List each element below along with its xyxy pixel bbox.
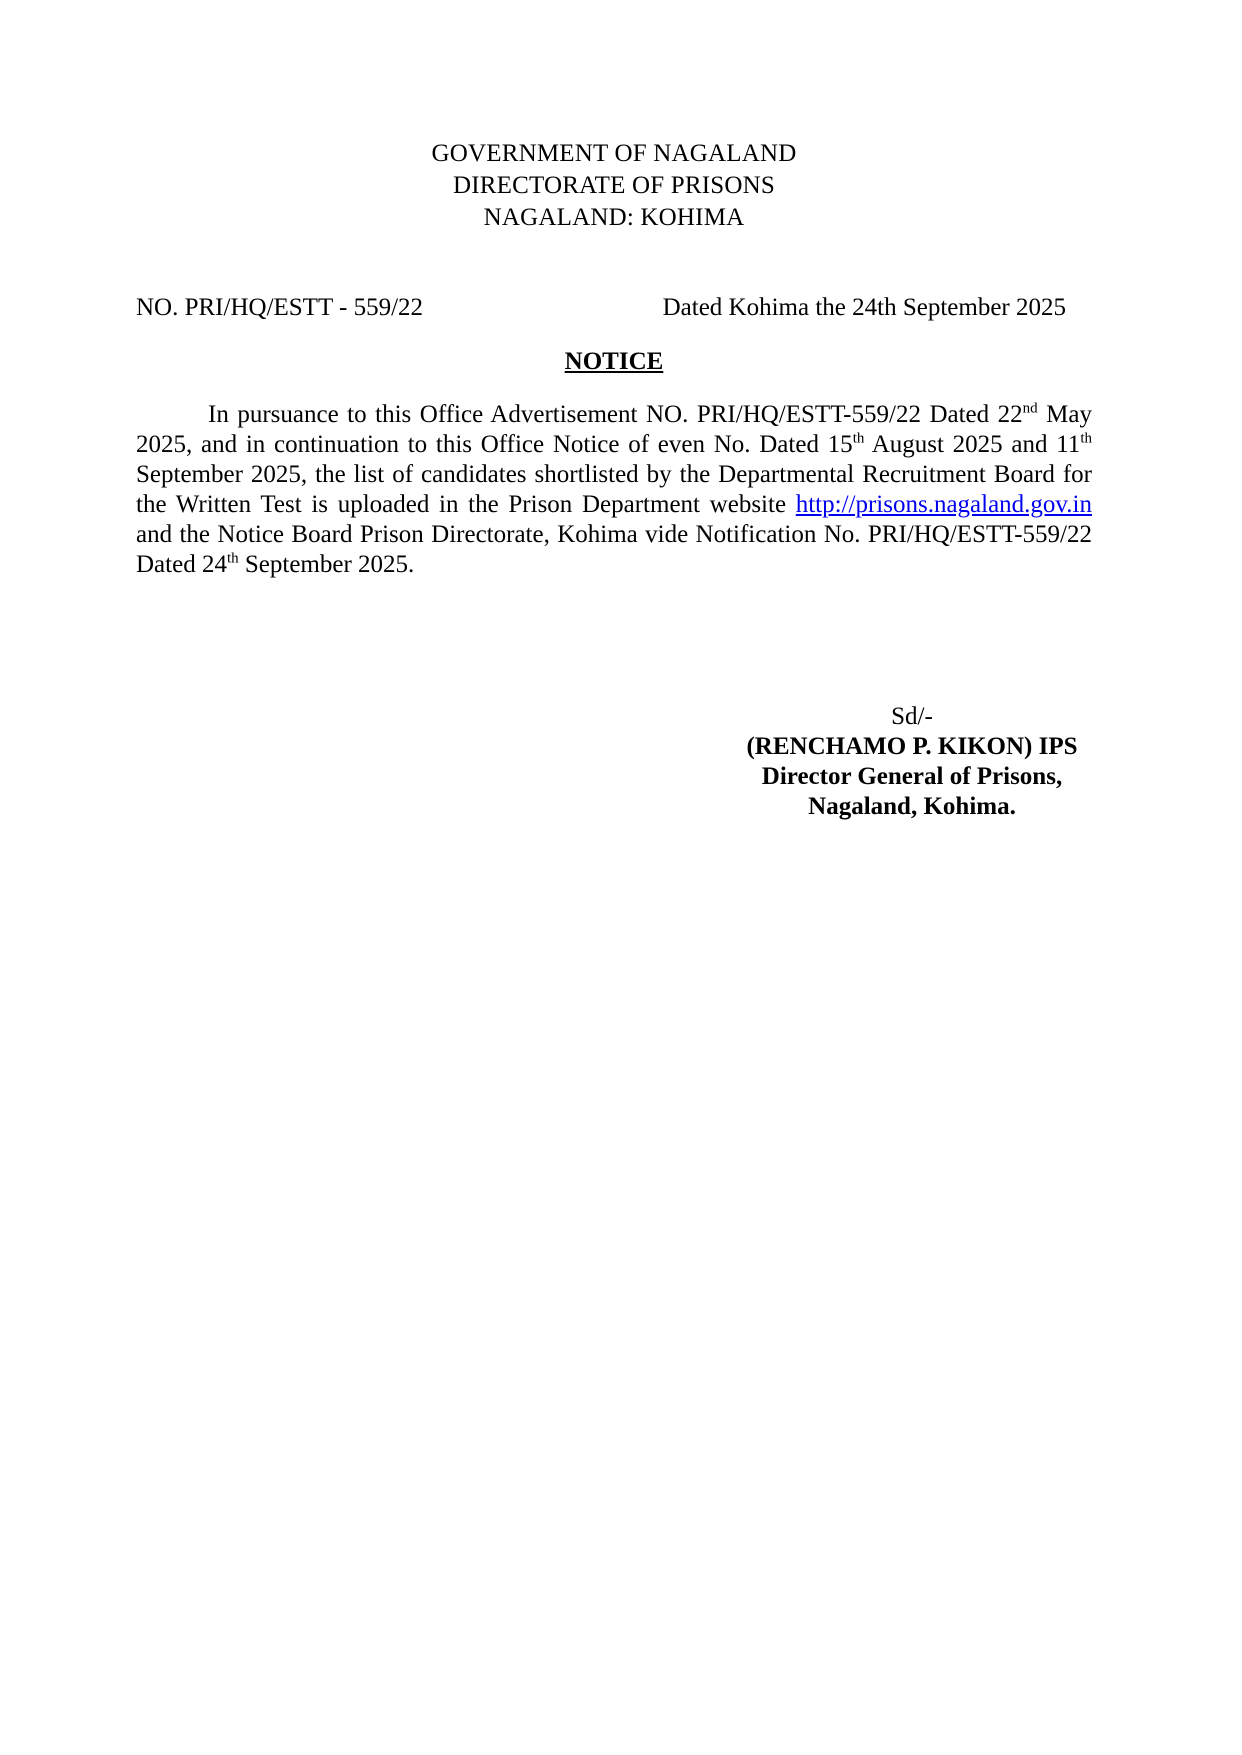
ordinal-superscript: th xyxy=(852,430,865,447)
notice-body-paragraph: In pursuance to this Office Advertisement NO. PRI/HQ/ESTT-559/22 Dated 22nd May 2025, and in continuation to this Office Notice of even No. Dated 15th August 2025 and 11th September 2025, the list of candidates shortlisted by the Departmental Recruitment Board for the Written Test is uploaded in the Prison Department website http://prisons.nagaland.gov.in and the Notice Board Prison Directorate, Kohima vide Notification No. PRI/HQ/ESTT-559/22 Dated 24th September 2025. xyxy=(136,400,1093,578)
reference-row xyxy=(136,294,1092,322)
notice-title xyxy=(136,348,1092,376)
signatory-name: (RENCHAMO P. KIKON) IPS xyxy=(746,733,1078,760)
header-line-directorate: DIRECTORATE OF PRISONS xyxy=(452,172,776,199)
signature-block xyxy=(740,702,1084,822)
ordinal-superscript: nd xyxy=(1022,400,1038,417)
signatory-designation: Director General of Prisons, xyxy=(761,763,1063,790)
signature-sd: Sd/- xyxy=(891,703,933,730)
prison-website-link[interactable]: http://prisons.nagaland.gov.in xyxy=(795,491,1092,518)
ordinal-superscript: th xyxy=(1080,430,1092,447)
header-line-location: NAGALAND: KOHIMA xyxy=(483,204,745,231)
ordinal-superscript: th xyxy=(226,550,239,567)
notice-title-text: NOTICE xyxy=(564,348,664,375)
document-header xyxy=(136,138,1092,234)
header-line-government: GOVERNMENT OF NAGALAND xyxy=(431,140,797,167)
date-line: Dated Kohima the 24th September 2025 xyxy=(662,294,1066,321)
signatory-place: Nagaland, Kohima. xyxy=(808,793,1016,820)
reference-number: NO. PRI/HQ/ESTT - 559/22 xyxy=(136,294,424,321)
